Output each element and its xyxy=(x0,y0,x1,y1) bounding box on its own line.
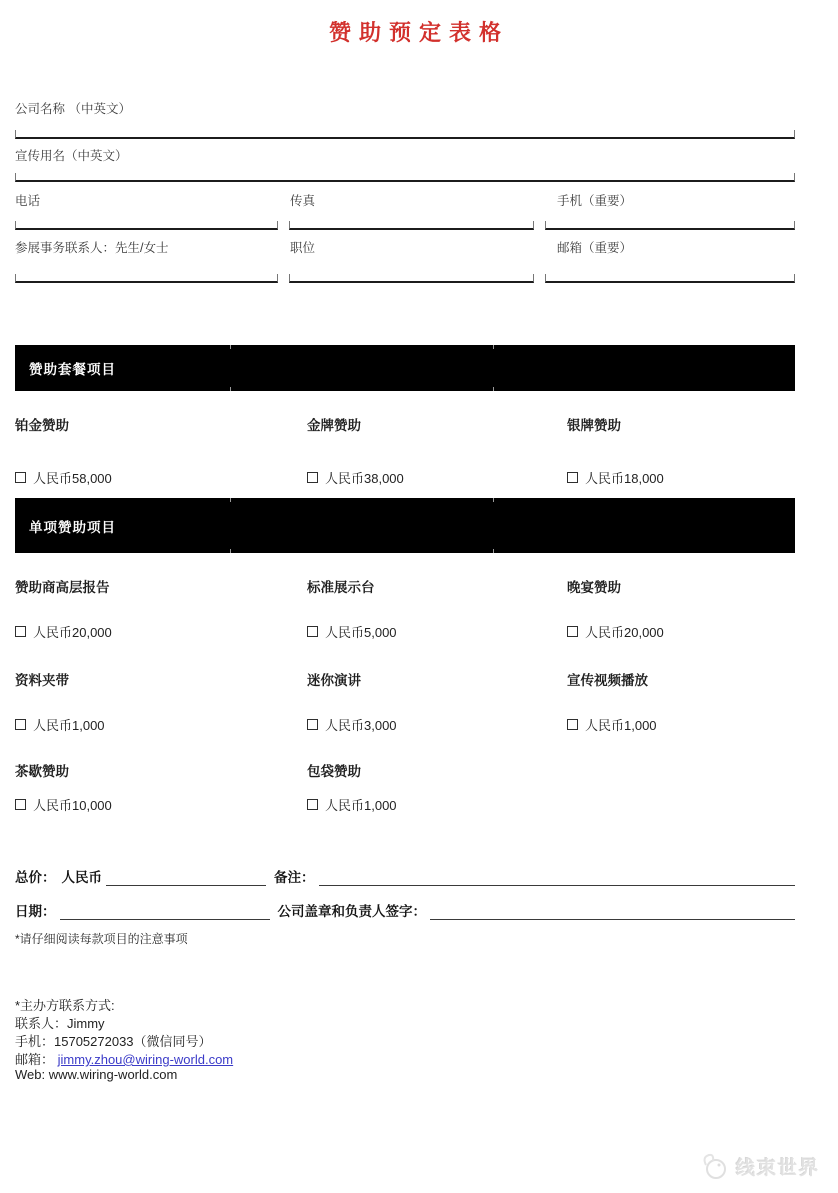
single-item-price: 人民币1,000 xyxy=(585,718,657,733)
position-label: 职位 xyxy=(290,241,316,255)
position-fill-line[interactable] xyxy=(289,274,534,283)
brand-name-fill-line[interactable] xyxy=(15,173,795,182)
single-item-price-row xyxy=(15,795,112,814)
single-item xyxy=(15,760,112,814)
total-row xyxy=(15,866,795,886)
single-item-price: 人民币20,000 xyxy=(33,625,112,640)
package-item xyxy=(15,414,112,487)
package-item-price-row xyxy=(15,468,112,487)
mobile-fill-line[interactable] xyxy=(545,221,795,230)
mobile-label: 手机（重要） xyxy=(557,194,633,208)
single-item-name: 迷你演讲 xyxy=(307,673,361,688)
single-item-price-row xyxy=(307,715,397,734)
company-name-fill-line[interactable] xyxy=(15,130,795,139)
single-item-price-row xyxy=(307,622,397,641)
package-item xyxy=(307,414,404,487)
package-item-price-row xyxy=(307,468,404,487)
organizer-email-row xyxy=(15,1049,233,1068)
single-item-name: 宣传视频播放 xyxy=(567,673,648,688)
single-item-price-row xyxy=(15,622,112,641)
signature-label: 公司盖章和负责人签字： xyxy=(277,904,426,919)
cell-divider-tick xyxy=(493,345,494,349)
checkbox[interactable] xyxy=(307,626,318,637)
contact-person-fill-line[interactable] xyxy=(15,274,278,283)
cell-divider-tick xyxy=(230,387,231,391)
checkbox[interactable] xyxy=(567,472,578,483)
phone-label: 电话 xyxy=(15,194,41,208)
checkbox[interactable] xyxy=(15,719,26,730)
single-section-title: 单项赞助项目 xyxy=(29,519,116,535)
checkbox[interactable] xyxy=(15,799,26,810)
organizer-email-link[interactable]: jimmy.zhou@wiring-world.com xyxy=(57,1052,234,1067)
single-item-name: 茶歇赞助 xyxy=(15,764,69,779)
total-label: 总价： xyxy=(15,870,56,885)
page-title: 赞助预定表格 xyxy=(328,20,509,45)
single-item-name: 赞助商高层报告 xyxy=(15,580,110,595)
single-section-header xyxy=(15,498,795,553)
checkbox[interactable] xyxy=(307,719,318,730)
checkbox[interactable] xyxy=(15,472,26,483)
checkbox[interactable] xyxy=(567,626,578,637)
package-item xyxy=(567,414,664,487)
checkbox[interactable] xyxy=(15,626,26,637)
single-item-price: 人民币5,000 xyxy=(325,625,397,640)
package-item-name: 铂金赞助 xyxy=(15,418,69,433)
currency-label: 人民币 xyxy=(61,870,102,885)
fax-fill-line[interactable] xyxy=(289,221,534,230)
package-item-name: 银牌赞助 xyxy=(567,418,621,433)
date-fill-line[interactable] xyxy=(60,906,270,920)
single-item-price-row xyxy=(307,795,397,814)
package-item-price-row xyxy=(567,468,664,487)
single-item xyxy=(567,576,664,641)
single-item-name: 标准展示台 xyxy=(307,580,375,595)
package-item-price: 人民币38,000 xyxy=(325,471,404,486)
cell-divider-tick xyxy=(230,345,231,349)
single-item-price: 人民币1,000 xyxy=(325,798,397,813)
read-terms-note: *请仔细阅读每款项目的注意事项 xyxy=(15,932,188,946)
contact-person-label: 参展事务联系人：先生/女士 xyxy=(15,241,169,255)
date-label: 日期： xyxy=(15,904,56,919)
phone-fill-line[interactable] xyxy=(15,221,278,230)
email-fill-line[interactable] xyxy=(545,274,795,283)
single-item-price-row xyxy=(567,622,664,641)
company-name-label: 公司名称 （中英文） xyxy=(15,102,131,116)
package-item-price: 人民币58,000 xyxy=(33,471,112,486)
single-item xyxy=(567,669,657,734)
signature-fill-line[interactable] xyxy=(430,906,795,920)
cell-divider-tick xyxy=(493,549,494,553)
package-item-name: 金牌赞助 xyxy=(307,418,361,433)
single-item xyxy=(15,576,112,641)
single-item-price-row xyxy=(567,715,657,734)
single-item-name: 包袋赞助 xyxy=(307,764,361,779)
cell-divider-tick xyxy=(493,498,494,502)
checkbox[interactable] xyxy=(307,472,318,483)
wiring-world-logo-icon xyxy=(696,1151,730,1181)
cell-divider-tick xyxy=(230,549,231,553)
email-field-label: 邮箱（重要） xyxy=(557,241,633,255)
single-item-price: 人民币10,000 xyxy=(33,798,112,813)
watermark xyxy=(696,1151,820,1181)
fax-label: 传真 xyxy=(290,194,316,208)
checkbox[interactable] xyxy=(567,719,578,730)
single-item xyxy=(307,760,397,814)
single-item-price: 人民币20,000 xyxy=(585,625,664,640)
organizer-mobile: 手机：15705272033（微信同号） xyxy=(15,1034,212,1049)
organizer-web: Web: www.wiring-world.com xyxy=(15,1067,178,1082)
single-item-price-row xyxy=(15,715,105,734)
single-item-name: 晚宴赞助 xyxy=(567,580,621,595)
single-item xyxy=(307,576,397,641)
organizer-email-label: 邮箱： xyxy=(15,1052,55,1067)
cell-divider-tick xyxy=(493,387,494,391)
package-item-price: 人民币18,000 xyxy=(585,471,664,486)
remark-fill-line[interactable] xyxy=(319,872,796,886)
checkbox[interactable] xyxy=(307,799,318,810)
package-section-header xyxy=(15,345,795,391)
single-item-price: 人民币3,000 xyxy=(325,718,397,733)
watermark-text: 线束世界 xyxy=(735,1157,820,1179)
single-item-name: 资料夹带 xyxy=(15,673,69,688)
organizer-contact-person: 联系人：Jimmy xyxy=(15,1016,105,1031)
single-item-price: 人民币1,000 xyxy=(33,718,105,733)
total-fill-line[interactable] xyxy=(106,872,266,886)
single-item xyxy=(307,669,397,734)
remark-label: 备注： xyxy=(274,870,315,885)
cell-divider-tick xyxy=(230,498,231,502)
single-item xyxy=(15,669,105,734)
package-section-title: 赞助套餐项目 xyxy=(29,362,116,377)
brand-name-label: 宣传用名（中英文） xyxy=(15,149,128,163)
date-signature-row xyxy=(15,900,795,920)
organizer-heading: *主办方联系方式: xyxy=(15,998,115,1013)
